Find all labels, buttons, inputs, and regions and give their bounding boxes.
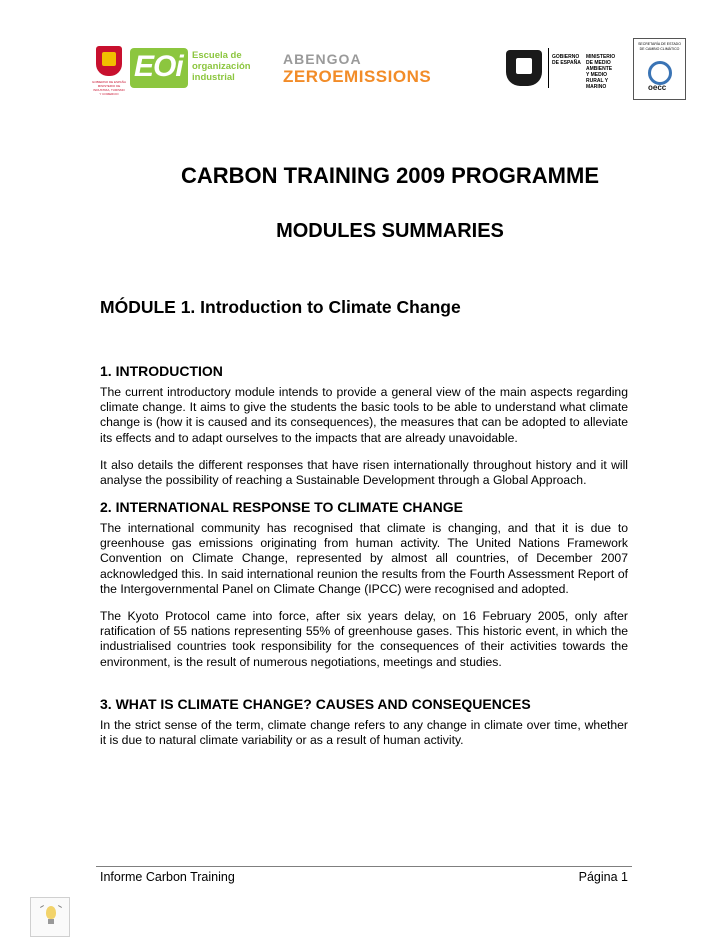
section-heading-what-is-climate-change: 3. WHAT IS CLIMATE CHANGE? CAUSES AND CONSEQUENCES bbox=[100, 696, 531, 712]
section-paragraph: The current introductory module intends to provide a general view of the main aspects regarding climate change. It aims to give the students the basic tools to be able to understand what climate change is (how it is caused and its consequences), the measures that can be adopted to alleviate its effects and to adapt ourselves to the impacts that are already unavoidable. bbox=[100, 385, 628, 445]
spain-crest-icon bbox=[506, 50, 542, 86]
gobierno-text bbox=[552, 54, 581, 66]
gobierno-divider bbox=[548, 48, 549, 88]
spain-ministry-logo bbox=[92, 46, 126, 96]
oecc-header-text: SECRETARÍA DE ESTADO DE CAMBIO CLIMÁTICO bbox=[638, 42, 681, 51]
footer-page-number: Página 1 bbox=[578, 870, 628, 884]
spain-shield-icon bbox=[96, 46, 122, 76]
eoi-line3: industrial bbox=[192, 72, 235, 83]
section-paragraph: It also details the different responses that have risen internationally throughout history and it will analyse the possibility of reaching a Sustainable Development through a Global Approach. bbox=[100, 458, 628, 488]
oecc-label: oecc bbox=[648, 83, 667, 92]
section-heading-introduction: 1. INTRODUCTION bbox=[100, 363, 223, 379]
page-subtitle: MODULES SUMMARIES bbox=[276, 220, 504, 242]
gobierno-logo bbox=[500, 44, 620, 94]
eoi-logo-text bbox=[192, 50, 251, 83]
gobierno-line2: DE ESPAÑA bbox=[552, 60, 581, 66]
header-logos bbox=[0, 38, 728, 108]
oecc-circle-icon bbox=[648, 61, 672, 85]
oecc-logo bbox=[633, 38, 686, 100]
spain-logo-text: GOBIERNO DE ESPAÑA MINISTERIO DE INDUSTRIA, TURISMO Y COMERCIO bbox=[92, 80, 126, 96]
ministerio-line3: Y MEDIO RURAL Y MARINO bbox=[586, 72, 608, 90]
eoi-mark-text: EOi bbox=[134, 50, 183, 83]
abengoa-logo bbox=[283, 51, 443, 91]
page-title: CARBON TRAINING 2009 PROGRAMME bbox=[180, 163, 600, 188]
section-heading-international-response: 2. INTERNATIONAL RESPONSE TO CLIMATE CHANGE bbox=[100, 499, 463, 515]
module-title: MÓDULE 1. Introduction to Climate Change bbox=[100, 297, 461, 317]
eoi-line2: organización bbox=[192, 61, 251, 72]
ministerio-line1: MINISTERIO bbox=[586, 54, 616, 60]
lightbulb-icon bbox=[30, 897, 70, 937]
eoi-logo bbox=[130, 48, 270, 88]
ministerio-line2: DE MEDIO AMBIENTE bbox=[586, 60, 613, 72]
footer-divider bbox=[96, 866, 632, 867]
ministerio-text bbox=[586, 54, 620, 90]
eoi-logo-mark bbox=[130, 48, 188, 88]
abengoa-name: ABENGOA bbox=[283, 51, 362, 67]
section-paragraph: The Kyoto Protocol came into force, after six years delay, on 16 February 2005, only after ratification of 55 nations representing 55% of greenhouse gases. This historic event, in which the industrialised countries took responsibility for the consequences of their activities towards the environment, is the result of numerous negotiations, meetings and studies. bbox=[100, 609, 628, 669]
section-paragraph: The international community has recognised that climate is changing, and that it is due to greenhouse gas emissions originating from human activity. The United Nations Framework Convention on Climate Change, represented by almost all countries, of December 2007 acknowledged this. In said international reunion the results from the Fourth Assessment Report of the Intergovernmental Panel on Climate Change (IPCC) were recognised and adopted. bbox=[100, 521, 628, 596]
eoi-line1: Escuela de bbox=[192, 50, 242, 61]
section-paragraph: In the strict sense of the term, climate change refers to any change in climate over time, whether it is due to natural climate variability or as a result of human activity. bbox=[100, 718, 628, 748]
gobierno-line1: GOBIERNO bbox=[552, 54, 580, 60]
footer-report-name: Informe Carbon Training bbox=[100, 870, 235, 884]
zeroemissions-name: ZEROEMISSIONS bbox=[283, 67, 432, 86]
